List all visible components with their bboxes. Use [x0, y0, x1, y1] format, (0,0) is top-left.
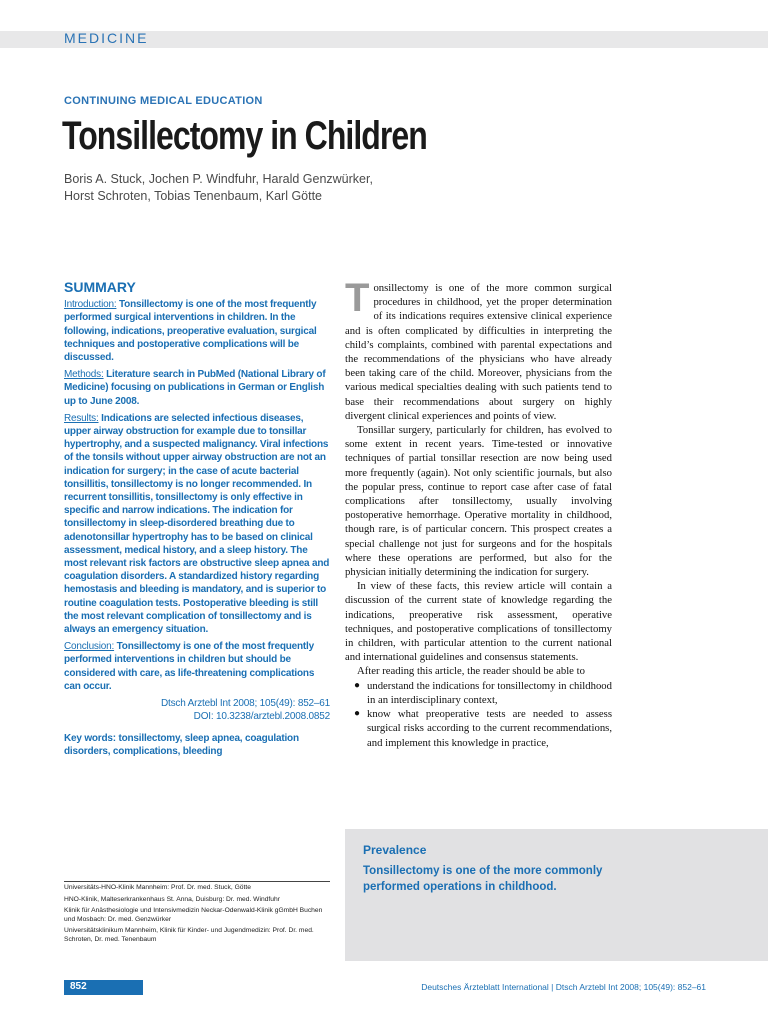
bullet-icon: ● [354, 679, 361, 691]
list-item [354, 707, 612, 750]
body-paragraph-4: After reading this article, the reader should be able to [357, 665, 585, 678]
authors-line-2: Horst Schroten, Tobias Tenenbaum, Karl Götte [64, 189, 323, 203]
body-paragraph-3: In view of these facts, this review article will contain a discussion of the current state of knowledge regarding the indications, preoperative risk assessment, operative techniques, and postoperative complications of tonsillectomy in children, with particular attention to the current national and international guidelines and consensus statements. [345, 580, 612, 664]
introduction-label: Introduction: [64, 299, 117, 311]
list-item-text: understand the indications for tonsillectomy in childhood in an interdisciplinary context, [367, 679, 612, 706]
prevalence-title: Prevalence [363, 843, 427, 857]
affiliation-item: Klinik für Anästhesiologie und Intensivmedizin Neckar-Odenwald-Klinik gGmbH Buchen und Mosbach: Dr. med. Genzwürker [64, 907, 323, 923]
affiliations [64, 884, 334, 948]
page-number-bar [64, 980, 143, 995]
body-paragraph-2: Tonsillar surgery, particularly for children, has evolved to some extent in recent years. Time-tested or innovative techniques of partial tonsillar resection are now being used more frequently (again). Not only scientific journals, but also the popular press, continue to report case after case of fatal complications after tonsillectomy, usually involving postoperative hemorrhage. Operative mortality in childhood, though rare, is of particular concern. This prospect creates a special challenge not just for surgeons and for the hospitals where these operations are performed, but also for the physician initially determining the indication for surgery. [345, 424, 612, 579]
section-label: MEDICINE [64, 30, 149, 46]
summary-column [64, 281, 330, 762]
summary-introduction [64, 298, 330, 364]
citation: Dtsch Arztebl Int 2008; 105(49): 852–61 [161, 698, 330, 710]
list-item-text: know what preoperative tests are needed to assess surgical risks according to the current recommendations, and implement this knowledge in practice, [367, 708, 612, 749]
conclusion-label: Conclusion: [64, 641, 115, 653]
prevalence-box [345, 829, 768, 961]
summary-heading: SUMMARY [64, 279, 136, 295]
summary-conclusion [64, 640, 330, 693]
learning-objectives-list [345, 679, 612, 750]
bullet-icon: ● [354, 708, 361, 720]
keywords: Key words: tonsillectomy, sleep apnea, coagulation disorders, complications, bleeding [64, 732, 299, 757]
prevalence-text: Tonsillectomy is one of the more commonly performed operations in childhood. [363, 865, 603, 893]
authors-line-1: Boris A. Stuck, Jochen P. Windfuhr, Harald Genzwürker, [64, 172, 373, 186]
body-paragraph-1-text: onsillectomy is one of the more common surgical procedures in childhood, yet the proper determination of its indications requires extensive clinical experience and is often complicated by difficulties in interpreting the child’s complaints, combined with parental expectations and the recommendations of the physicians who have already been taking care of the child. Moreover, physicians from the various medical specialties dealing with such patients tend to base their recommendations about surgery on highly divergent clinical experiences and points of view. [345, 282, 612, 422]
footer-journal-citation: Deutsches Ärzteblatt International | Dtsch Arztebl Int 2008; 105(49): 852–61 [421, 982, 706, 992]
article-body [345, 276, 612, 750]
doi-link[interactable]: DOI: 10.3238/arztebl.2008.0852 [193, 711, 330, 723]
conclusion-text: Tonsillectomy is one of the most frequently performed interventions in children but should be considered with care, as life-threatening complications can occur. [64, 641, 315, 692]
affiliation-item: Universitätsklinikum Mannheim, Klinik für Kinder- und Jugendmedizin: Prof. Dr. med. Schroten, Dr. med. Tenenbaum [64, 927, 314, 943]
page-number: 852 [70, 981, 87, 992]
methods-text: Literature search in PubMed (National Library of Medicine) focusing on publications in German or English up to June 2008. [64, 369, 326, 407]
results-label: Results: [64, 412, 99, 424]
category-label: CONTINUING MEDICAL EDUCATION [64, 95, 263, 107]
body-paragraph-1 [345, 276, 612, 423]
affiliation-item: HNO-Klinik, Malteserkrankenhaus St. Anna, Duisburg: Dr. med. Windfuhr [64, 895, 280, 903]
methods-label: Methods: [64, 369, 104, 381]
drop-cap: T [345, 276, 370, 320]
summary-results [64, 412, 330, 636]
affiliation-item: Universitäts-HNO-Klinik Mannheim: Prof. Dr. med. Stuck, Götte [64, 884, 251, 891]
article-title: Tonsillectomy in Children [62, 114, 427, 158]
summary-methods [64, 368, 330, 408]
introduction-text: Tonsillectomy is one of the most frequently performed surgical interventions in children. In the following, indications, preoperative evaluation, surgical techniques and postoperative complications will be discussed. [64, 299, 317, 364]
results-text: Indications are selected infectious diseases, upper airway obstruction for example due to tonsillar hypertrophy, and a suspected malignancy. Viral infections of the tonsils without upper airway obstruction are not an indication for surgery; in the case of acute bacterial tonsillitis, tonsillectomy is no longer recommended. In recurrent tonsillitis, tonsillectomy is only effective in specific and narrow indications. The indication for tonsillectomy in sleep-disordered breathing due to adenotonsillar hypertrophy has to be based on clinical assessment, medical history, and a sleep history. The most relevant risk factors are obstructive sleep apnea and coagulation disorders. A standardized history regarding hemostasis and bleeding is mandatory, and is superior to routine coagulation tests. Postoperative bleeding is still the most relevant complication of tonsillectomy and is always an emergency situation. [64, 412, 330, 636]
author-list [64, 171, 444, 205]
list-item [354, 679, 612, 707]
affiliation-divider [64, 881, 330, 882]
